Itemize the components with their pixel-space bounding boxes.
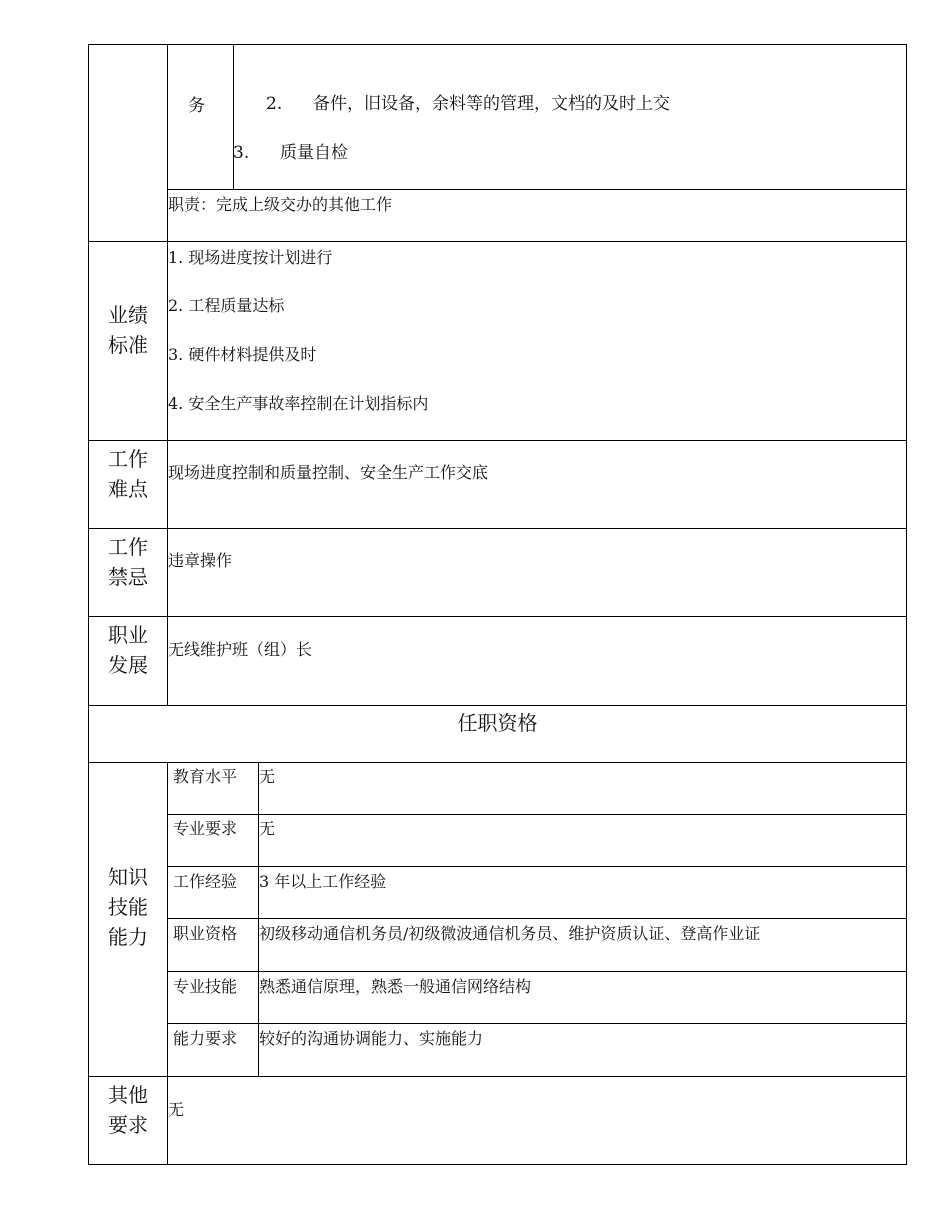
knowledge-row-divider-5 [167,1023,907,1024]
knowledge-row-value: 3 年以上工作经验 [259,872,387,891]
other-label-line: 要求 [108,1113,148,1137]
label-column-divider [167,44,168,705]
knowledge-row-key: 专业技能 [173,977,238,996]
other-text: 无 [168,1100,185,1119]
knowledge-row-key: 专业要求 [173,819,238,838]
extra-duty-text: 职责：完成上级交办的其他工作 [168,195,393,214]
table-border-top [88,44,907,45]
duty-item-text: 备件，旧设备，余料等的管理，文档的及时上交 [313,94,670,114]
knowledge-label-line: 知识 [108,865,148,889]
duty-item-number: 3. [233,143,250,163]
duty-item-text: 质量自检 [280,143,348,163]
row-divider-taboo [88,528,907,529]
taboo-text: 违章操作 [168,551,233,570]
table-border-bottom [88,1164,907,1165]
career-label-line: 发展 [108,653,148,677]
duty-sub-divider [233,44,234,189]
performance-item: 2. 工程质量达标 [168,296,285,315]
knowledge-row-value: 无 [259,819,276,838]
knowledge-row-divider-1 [167,814,907,815]
knowledge-row-key: 能力要求 [173,1029,238,1048]
knowledge-row-divider-4 [167,971,907,972]
career-text: 无线维护班（组）长 [168,640,313,659]
row-divider-performance [88,241,907,242]
row-divider-other [88,1076,907,1077]
taboo-label-line: 禁忌 [108,565,148,589]
knowledge-row-key: 工作经验 [173,872,238,891]
difficulty-label-line: 难点 [108,477,148,501]
qualification-title: 任职资格 [457,711,538,735]
taboo-label-line: 工作 [108,535,148,559]
table-border-right [906,44,907,1165]
row-divider-career [88,616,907,617]
row-divider-qualification [88,705,907,706]
knowledge-row-value: 较好的沟通协调能力、实施能力 [259,1029,484,1048]
row-divider-knowledge [88,762,907,763]
knowledge-row-value: 熟悉通信原理，熟悉一般通信网络结构 [259,977,532,996]
knowledge-row-divider-3 [167,918,907,919]
knowledge-row-value: 无 [259,767,276,786]
table-border-left [88,44,89,1165]
knowledge-label-line: 能力 [108,925,148,949]
difficulty-text: 现场进度控制和质量控制、安全生产工作交底 [168,463,489,482]
duty-divider [167,189,907,190]
knowledge-row-key: 职业资格 [173,924,238,943]
knowledge-label [89,862,167,952]
career-label-line: 职业 [108,623,148,647]
difficulty-label-line: 工作 [108,447,148,471]
knowledge-row-divider-2 [167,866,907,867]
duty-label-char: 务 [188,96,205,116]
performance-label-line: 标准 [108,333,148,357]
other-label [89,1080,167,1140]
other-label-line: 其他 [108,1083,148,1107]
knowledge-row-key: 教育水平 [173,767,238,786]
duty-item-number: 2. [266,94,283,114]
row-divider-difficulty [88,440,907,441]
performance-item: 3. 硬件材料提供及时 [168,345,317,364]
performance-item: 4. 安全生产事故率控制在计划指标内 [168,394,429,413]
performance-label-line: 业绩 [108,303,148,327]
taboo-label [89,532,167,592]
career-label [89,620,167,680]
performance-label [89,300,167,360]
knowledge-label-line: 技能 [108,895,148,919]
knowledge-row-value: 初级移动通信机务员/初级微波通信机务员、维护资质认证、登高作业证 [259,924,761,943]
performance-item: 1. 现场进度按计划进行 [168,248,333,267]
difficulty-label [89,444,167,504]
